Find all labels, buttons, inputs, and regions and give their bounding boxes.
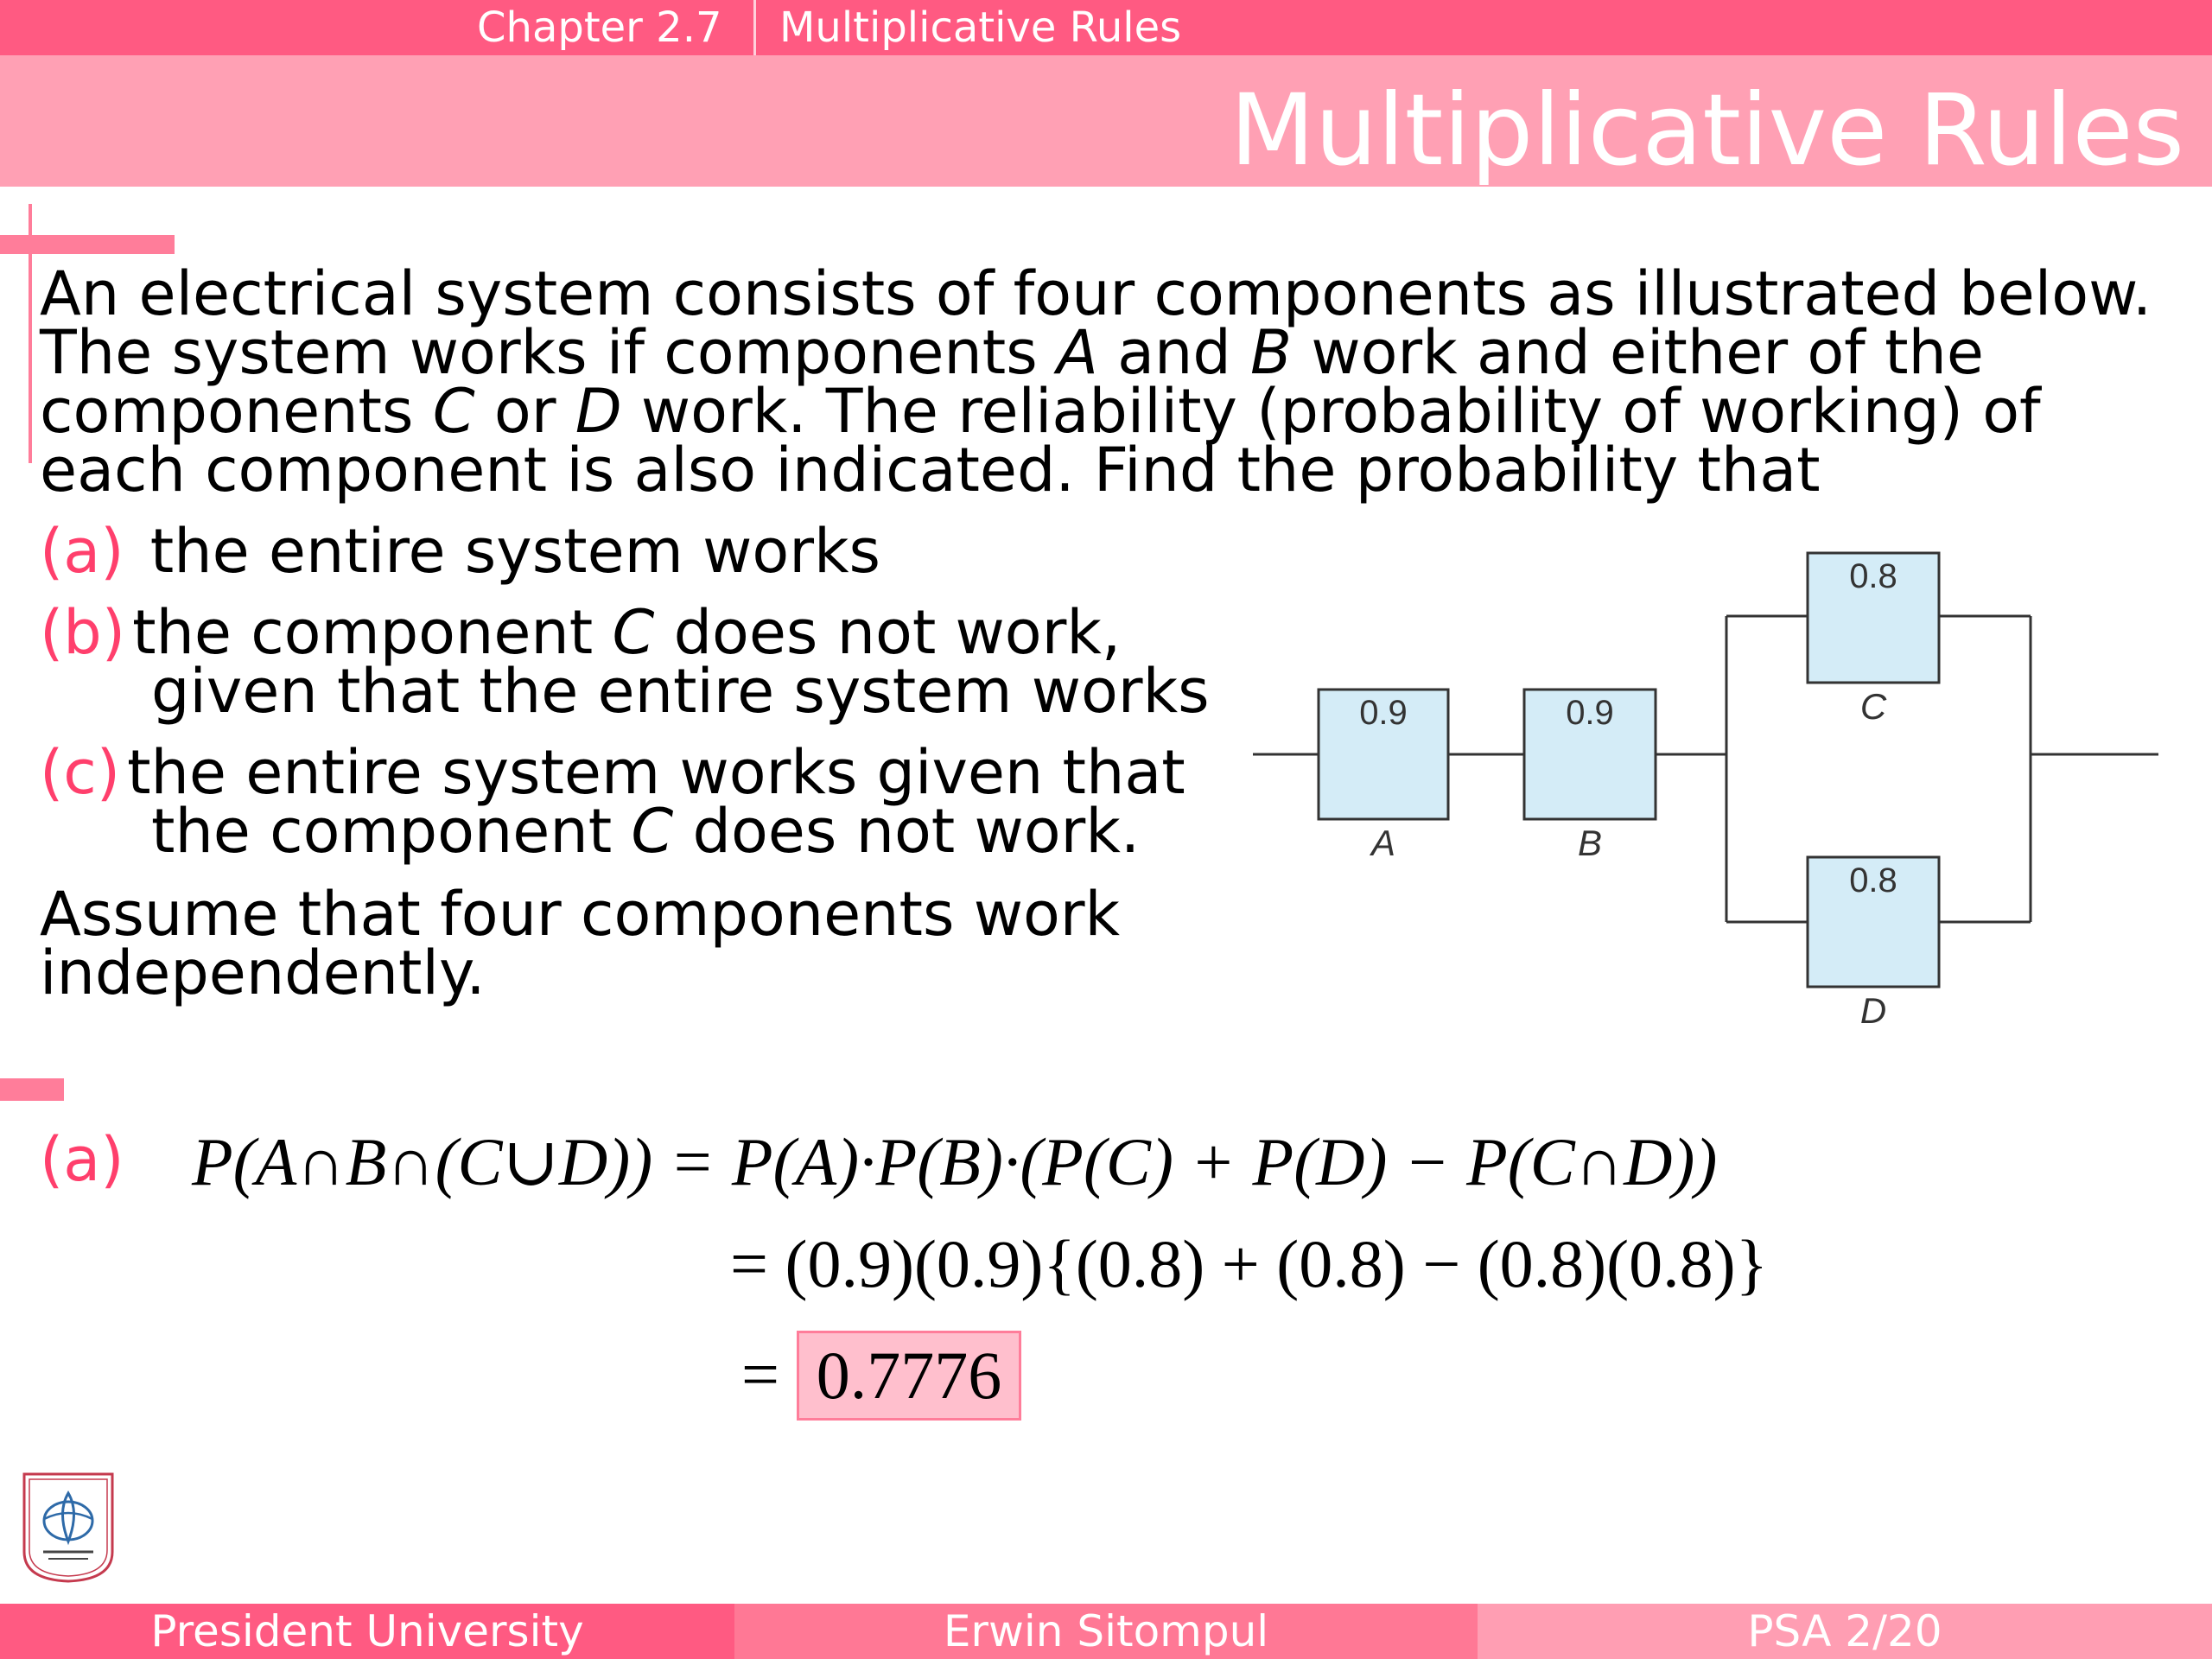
item-c-line-1: the entire system works given that bbox=[127, 737, 1185, 808]
component-b bbox=[1524, 690, 1656, 863]
accent-bar-top bbox=[0, 235, 175, 254]
item-b bbox=[40, 597, 1210, 727]
component-c-reliability: 0.8 bbox=[1849, 557, 1897, 595]
slide-title: Multiplicative Rules bbox=[1230, 73, 2184, 188]
component-c-label: C bbox=[1859, 686, 1887, 727]
footer-author: Erwin Sitompul bbox=[734, 1604, 1478, 1659]
component-a bbox=[1319, 690, 1448, 863]
component-b-label: B bbox=[1577, 823, 1603, 863]
solution-line-3-eq: = bbox=[741, 1337, 779, 1412]
item-c-label: (c) bbox=[40, 737, 121, 808]
university-logo bbox=[17, 1469, 119, 1585]
component-d-reliability: 0.8 bbox=[1849, 861, 1897, 899]
item-a-text: the entire system works bbox=[149, 516, 880, 587]
solution-line-1: P(A∩B∩(C∪D)) = P(A)·P(B)·(P(C) + P(D) − P(C∩D)) bbox=[192, 1124, 1718, 1199]
accent-bar-mid bbox=[0, 1078, 64, 1101]
title-bar bbox=[0, 55, 2212, 187]
intro-line-3: components C or D work. The reliability (probability of working) of bbox=[40, 376, 2041, 447]
item-c-line-2: the component C does not work. bbox=[151, 796, 1141, 867]
item-a bbox=[40, 516, 880, 587]
intro-line-4: each component is also indicated. Find the probability that bbox=[40, 435, 1821, 505]
item-c bbox=[40, 737, 1185, 867]
solution-line-2: = (0.9)(0.9){(0.8) + (0.8) − (0.8)(0.8)} bbox=[730, 1226, 1769, 1301]
intro-line-2: The system works if components A and B work and either of the bbox=[40, 317, 1984, 388]
item-a-label: (a) bbox=[40, 516, 124, 587]
accent-line-vertical bbox=[29, 204, 32, 463]
chapter-label: Chapter 2.7 bbox=[477, 3, 722, 52]
component-a-label: A bbox=[1370, 823, 1396, 863]
assumption-line-1: Assume that four components work bbox=[40, 879, 1121, 950]
section-label: Multiplicative Rules bbox=[779, 3, 1182, 52]
assumption bbox=[40, 879, 1121, 1008]
item-b-line-2: given that the entire system works bbox=[151, 656, 1210, 727]
component-d bbox=[1808, 857, 1939, 1031]
footer-page: PSA 2/20 bbox=[1478, 1604, 2212, 1659]
footer-university: President University bbox=[0, 1604, 734, 1659]
component-c bbox=[1808, 553, 1939, 727]
component-a-reliability: 0.9 bbox=[1359, 694, 1408, 732]
footer-bar bbox=[0, 1604, 2212, 1659]
solution-label: (a) bbox=[40, 1124, 124, 1195]
assumption-line-2: independently. bbox=[40, 938, 486, 1008]
item-b-line-1: the component C does not work, bbox=[132, 597, 1122, 668]
answer-box: 0.7776 bbox=[797, 1331, 1021, 1421]
problem-intro bbox=[40, 258, 2152, 505]
component-b-reliability: 0.9 bbox=[1566, 694, 1614, 732]
header-bar bbox=[0, 0, 2212, 55]
header-divider bbox=[753, 0, 756, 55]
item-b-label: (b) bbox=[40, 597, 126, 668]
intro-line-1: An electrical system consists of four components as illustrated below. bbox=[40, 258, 2152, 329]
circuit-diagram bbox=[1253, 544, 2160, 1037]
component-d-label: D bbox=[1859, 990, 1887, 1031]
